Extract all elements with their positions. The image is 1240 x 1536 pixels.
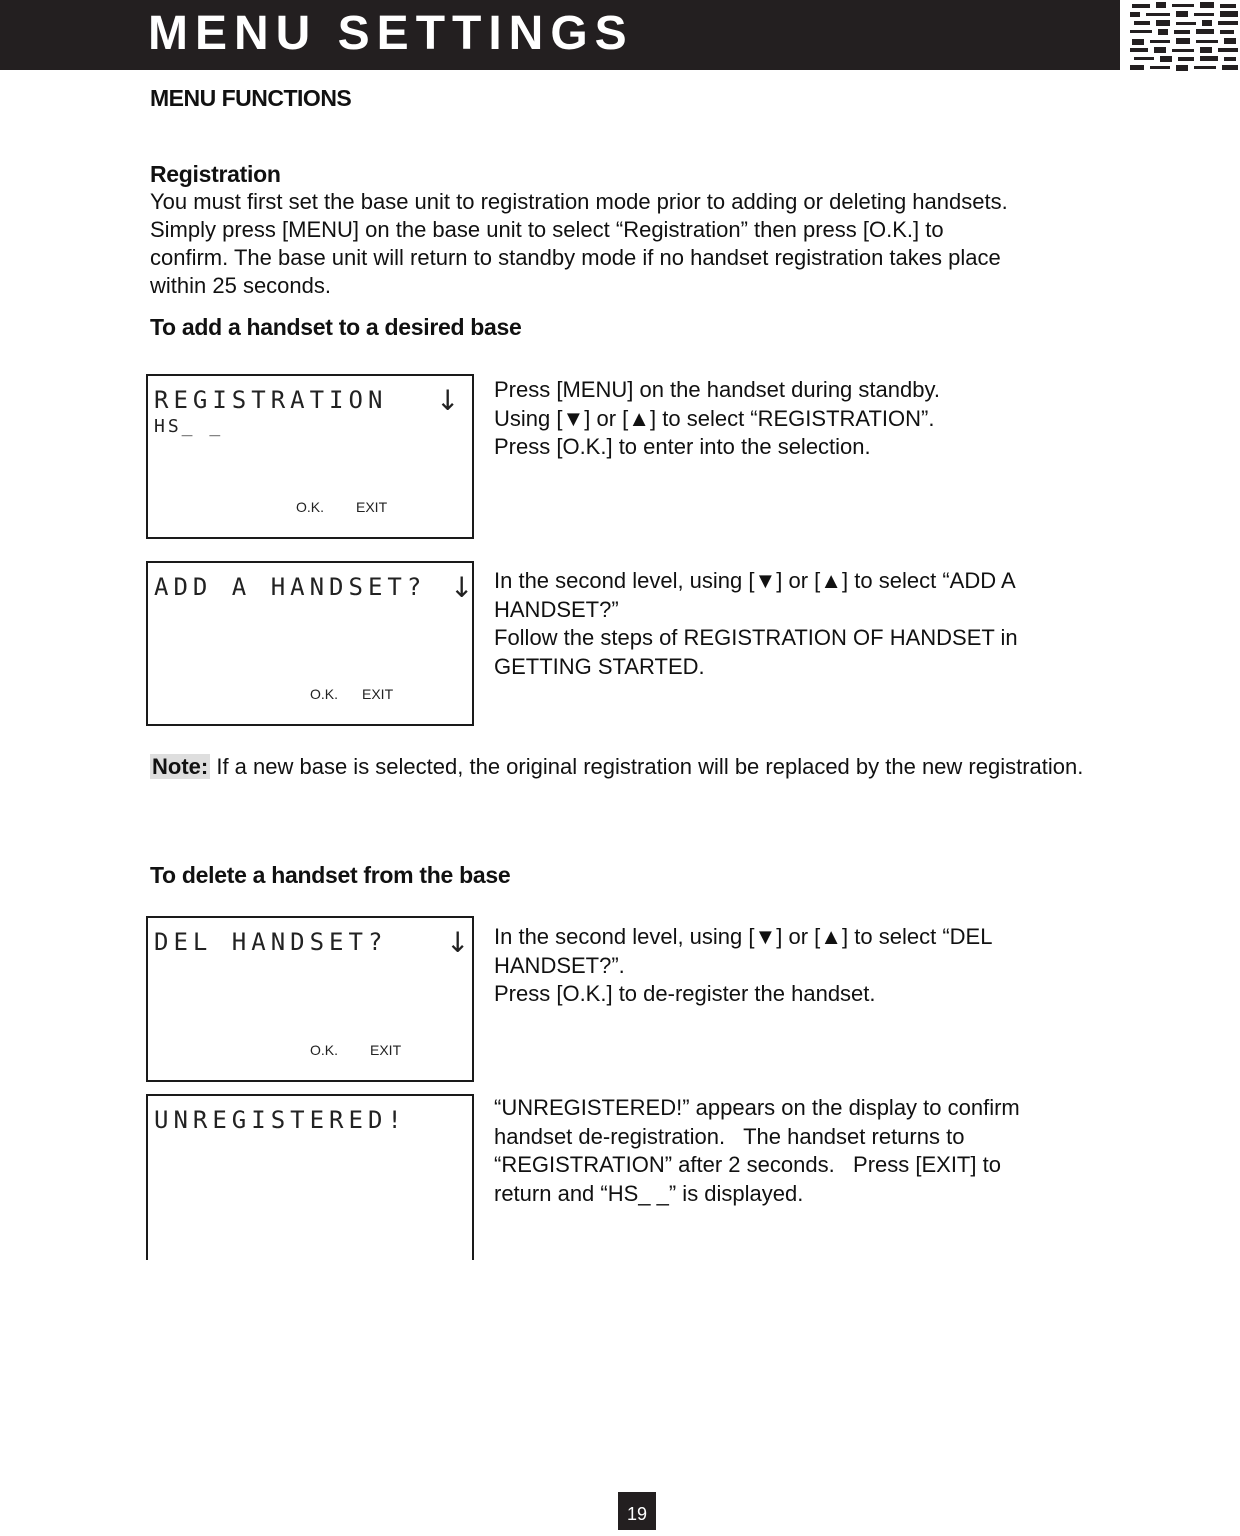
note-text: If a new base is selected, the original registration will be replaced by the new registration. [210, 754, 1084, 779]
unregistered-desc [494, 1094, 1134, 1208]
desc-line: GETTING STARTED. [494, 653, 705, 679]
lcd-line: HS_ _ [154, 416, 224, 437]
desc-line: Using [▼] or [▲] to select “REGISTRATION”. [494, 405, 935, 431]
registration-line: Simply press [MENU] on the base unit to select “Registration” then press [O.K.] to [150, 217, 944, 242]
desc-line: Press [O.K.] to enter into the selection. [494, 434, 871, 459]
exit-softkey[interactable]: EXIT [356, 499, 388, 515]
lcd-line: ADD A HANDSET? [154, 573, 427, 601]
registration-line: within 25 seconds. [150, 273, 331, 298]
page-title: MENU SETTINGS [148, 7, 634, 60]
desc-line: HANDSET?” [494, 596, 619, 622]
desc-line: HANDSET?”. [494, 952, 625, 978]
del-handset-desc [494, 923, 1134, 1009]
note-paragraph [150, 753, 1126, 781]
lcd-screen-add-handset [146, 561, 474, 726]
page-number: 19 [618, 1492, 656, 1530]
down-arrow-icon: ↓ [446, 926, 470, 959]
lcd-line: UNREGISTERED! [154, 1106, 407, 1134]
add-handset-heading: To add a handset to a desired base [150, 314, 522, 340]
add-handset-desc [494, 567, 1134, 681]
down-arrow-icon: ↓ [450, 571, 474, 604]
lcd-line: DEL HANDSET? [154, 928, 388, 956]
exit-softkey[interactable]: EXIT [362, 686, 394, 702]
desc-line: Follow the steps of REGISTRATION OF HANDSET in [494, 625, 1018, 650]
desc-line: In the second level, using [▼] or [▲] to select “ADD A [494, 568, 1016, 593]
ok-softkey[interactable]: O.K. [310, 1042, 339, 1058]
note-label: Note: [152, 754, 209, 779]
desc-line: Press [MENU] on the handset during standby. [494, 377, 940, 402]
desc-line: Press [O.K.] to de-register the handset. [494, 981, 876, 1006]
ok-softkey[interactable]: O.K. [310, 686, 339, 702]
lcd-screen-unregistered [146, 1094, 474, 1260]
dotted-pattern-icon [1128, 0, 1240, 72]
registration-text [150, 188, 1135, 300]
lcd-screen-registration [146, 374, 474, 539]
registration-line: confirm. The base unit will return to standby mode if no handset registration takes place [150, 245, 1001, 270]
registration-screen-desc [494, 376, 1134, 462]
registration-heading: Registration [150, 161, 281, 187]
desc-line: handset de-registration. The handset returns to [494, 1123, 965, 1149]
section-title: MENU FUNCTIONS [150, 85, 352, 111]
desc-line: “REGISTRATION” after 2 seconds. Press [EXIT] to [494, 1152, 1001, 1177]
exit-softkey[interactable]: EXIT [370, 1042, 402, 1058]
desc-line: return and “HS_ _” is displayed. [494, 1180, 804, 1206]
page-header [0, 0, 1120, 70]
lcd-screen-del-handset [146, 916, 474, 1082]
lcd-line: REGISTRATION [154, 386, 388, 414]
down-arrow-icon: ↓ [436, 384, 460, 417]
desc-line: In the second level, using [▼] or [▲] to select “DEL [494, 924, 993, 949]
registration-line: You must first set the base unit to registration mode prior to adding or deleting handsets. [150, 189, 1008, 214]
delete-handset-heading: To delete a handset from the base [150, 862, 511, 888]
ok-softkey[interactable]: O.K. [296, 499, 325, 515]
desc-line: “UNREGISTERED!” appears on the display to confirm [494, 1095, 1020, 1120]
